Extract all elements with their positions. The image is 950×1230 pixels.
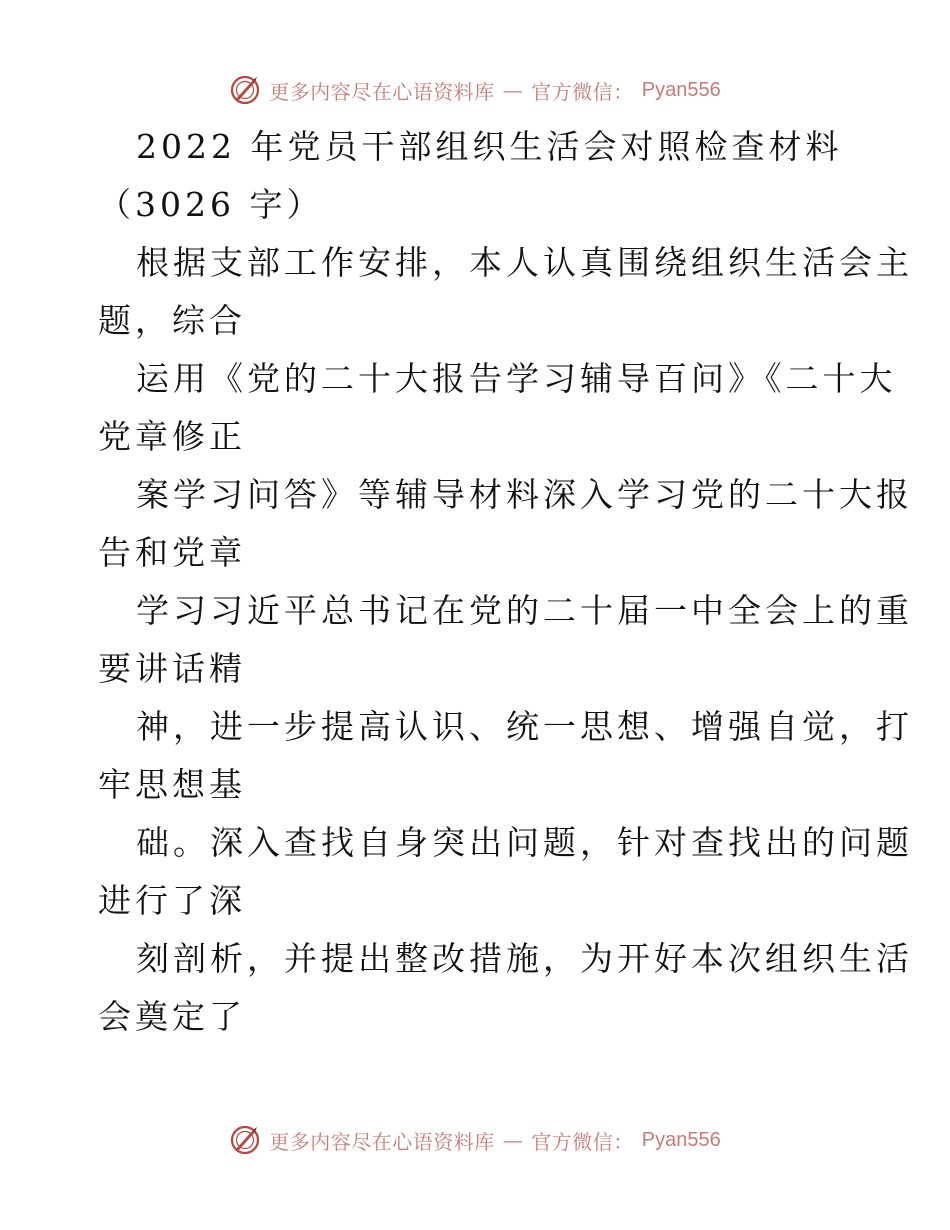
watermark-separator: —: [502, 78, 524, 102]
paragraph-line: 刻剖析，并提出整改措施，为开好本次组织生活: [136, 939, 913, 978]
paragraph-line: 会奠定了: [98, 997, 246, 1036]
paragraph-line: 运用《党的二十大报告学习辅导百问》《二十大: [136, 359, 897, 398]
paragraph-line: 神，进一步提高认识、统一思想、增强自觉，打: [136, 707, 913, 746]
watermark-suffix: 官方微信：: [531, 1129, 634, 1154]
quill-seal-icon: [229, 1124, 261, 1156]
paragraph-line: 础。深入查找自身突出问题，针对查找出的问题: [136, 823, 913, 862]
watermark-suffix: 官方微信：: [531, 79, 634, 104]
paragraph-line: 根据支部工作安排，本人认真围绕组织生活会主: [136, 243, 913, 282]
document-title: 2022 年党员干部组织生活会对照检查材料: [136, 127, 843, 166]
footer-watermark: [0, 1122, 950, 1158]
document-body: [98, 118, 913, 1046]
paragraph-line: 党章修正: [98, 417, 246, 456]
header-watermark: [0, 72, 950, 108]
paragraph-line: 学习习近平总书记在党的二十届一中全会上的重: [136, 591, 913, 630]
watermark-text: 更多内容尽在心语资料库: [269, 1129, 495, 1154]
paragraph-line: 告和党章: [98, 533, 246, 572]
watermark-separator: —: [502, 1128, 524, 1152]
watermark-code: Pyan556: [641, 78, 721, 101]
paragraph-line: 要讲话精: [98, 649, 246, 688]
paragraph-line: 牢思想基: [98, 765, 246, 804]
paragraph-line: 案学习问答》等辅导材料深入学习党的二十大报: [136, 475, 913, 514]
watermark-text: 更多内容尽在心语资料库: [269, 79, 495, 104]
paragraph-line: 题，综合: [98, 301, 246, 340]
watermark-code: Pyan556: [641, 1128, 721, 1151]
quill-seal-icon: [229, 74, 261, 106]
paragraph-line: 进行了深: [98, 881, 246, 920]
word-count: （3026 字）: [98, 185, 324, 224]
